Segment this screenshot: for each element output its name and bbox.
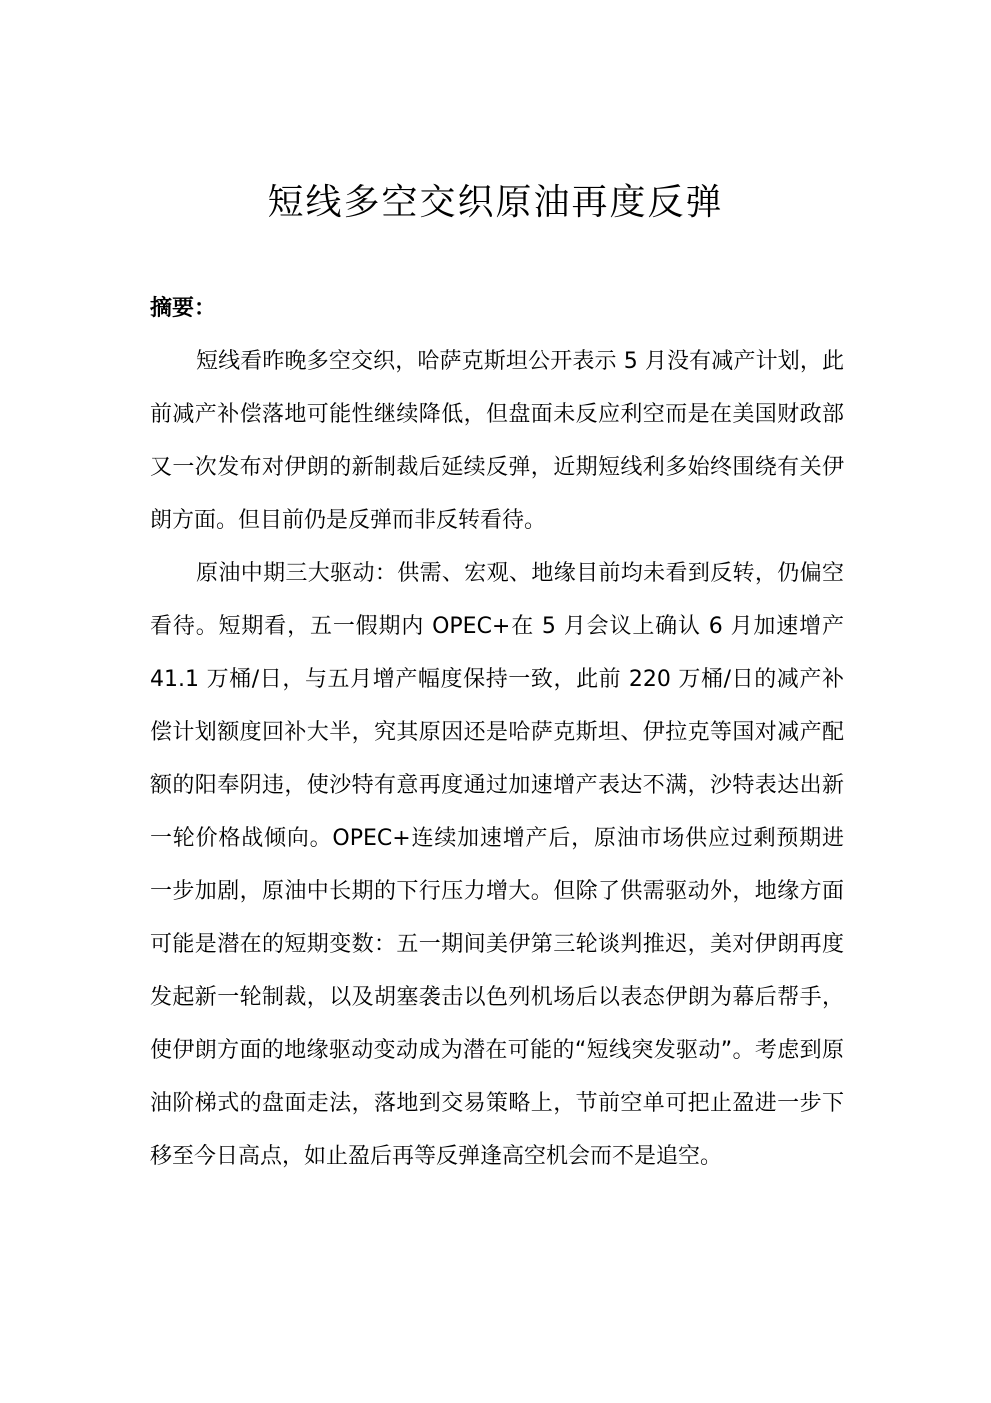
abstract-label: 摘要：	[150, 296, 217, 321]
paragraph-medium-term: 原油中期三大驱动：供需、宏观、地缘目前均未看到反转，仍偏空看待。短期看，五一假期内 OPEC+在 5 月会议上确认 6 月加速增产 41.1 万桶/日，与五月增产幅度保持一致，此前 220 万桶/日的减产补偿计划额度回补大半，究其原因还是哈萨克斯坦、伊拉克等国对减产配额的阳奉阴违，使沙特有意再度通过加速增产表达不满，沙特表达出新一轮价格战倾向。OPEC+连续加速增产后，原油市场供应过剩预期进一步加剧，原油中长期的下行压力增大。但除了供需驱动外，地缘方面可能是潜在的短期变数：五一期间美伊第三轮谈判推迟，美对伊朗再度发起新一轮制裁，以及胡塞袭击以色列机场后以表态伊朗为幕后帮手，使伊朗方面的地缘驱动变动成为潜在可能的“短线突发驱动”。考虑到原油阶梯式的盘面走法，落地到交易策略上，节前空单可把止盈进一步下移至今日高点，如止盈后再等反弹逢高空机会而不是追空。	[150, 561, 844, 1169]
paragraph-short-term: 短线看昨晚多空交织，哈萨克斯坦公开表示 5 月没有减产计划，此前减产补偿落地可能性继续降低，但盘面未反应利空而是在美国财政部又一次发布对伊朗的新制裁后延续反弹，近期短线利多始终围绕有关伊朗方面。但目前仍是反弹而非反转看待。	[150, 349, 844, 533]
document-body	[150, 282, 844, 1183]
document-title: 短线多空交织原油再度反弹	[267, 182, 724, 223]
